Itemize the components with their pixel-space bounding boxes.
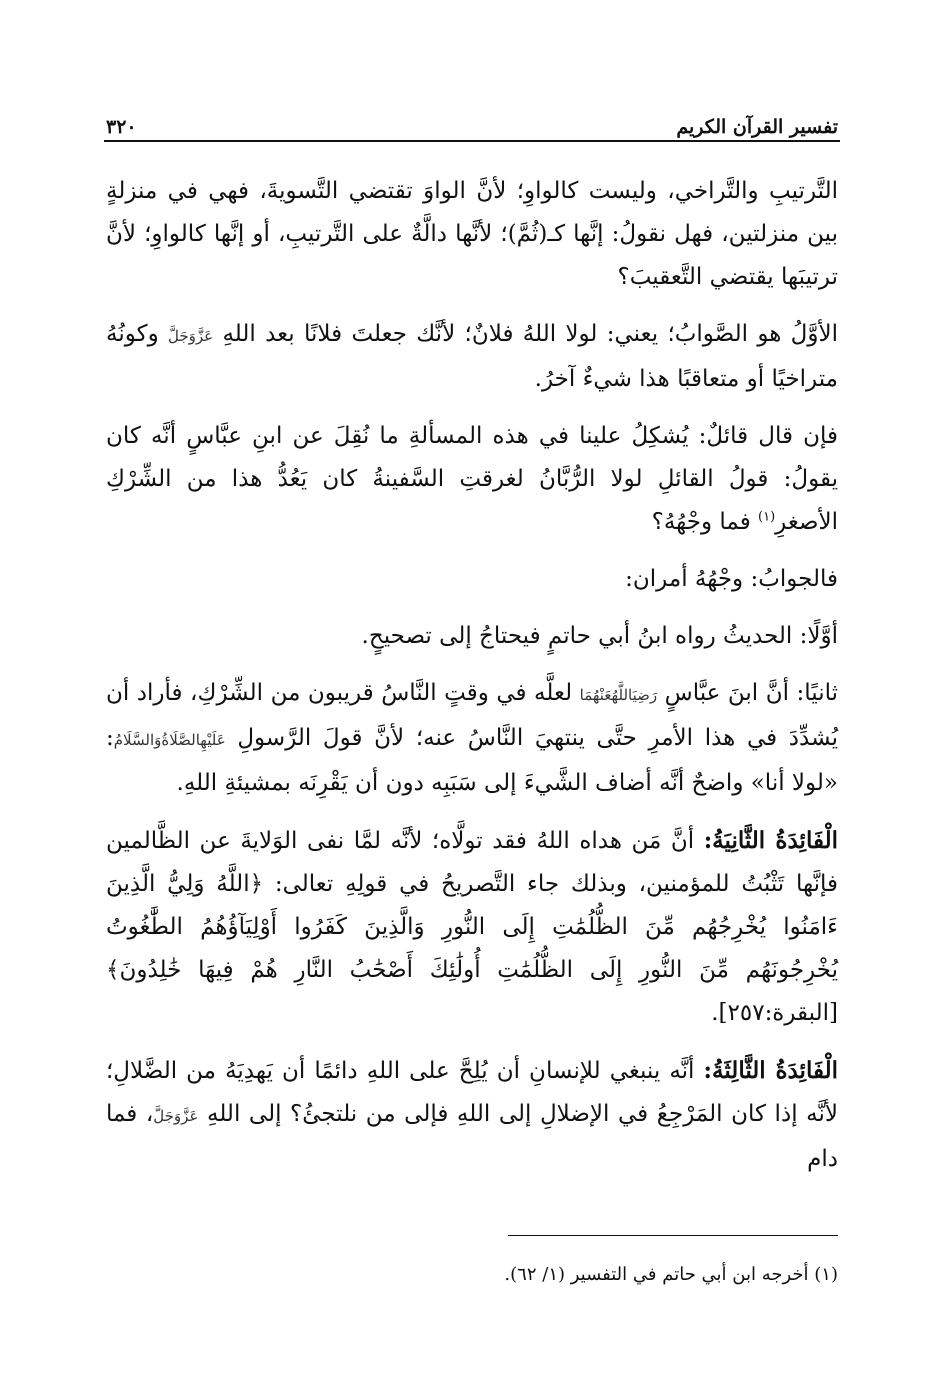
paragraph-6-text-c: : «لولا أنا» واضحٌ أنَّه أضاف الشَّيءَ إلى سَبَبِه دون أن يَقْرِنَه بمشيئةِ اللهِ. bbox=[106, 725, 838, 796]
paragraph-6-text-a: ثانيًا: أنَّ ابنَ عبَّاسٍ bbox=[664, 680, 839, 706]
paragraph-8 bbox=[106, 1049, 838, 1181]
page-header bbox=[106, 104, 838, 138]
section-lead: الْفَائِدَةُ الثَّانِيَةُ: bbox=[703, 827, 838, 854]
paragraph-4: فالجوابُ: وجْهُهُ أمران: bbox=[625, 566, 838, 592]
honorific-glyph: عَزَّوَجَلَّ bbox=[168, 327, 214, 345]
footnote-reference[interactable]: (١) bbox=[758, 509, 776, 525]
paragraph-7 bbox=[106, 819, 838, 1035]
paragraph-2 bbox=[106, 313, 838, 401]
page-number: ٣٢٠ bbox=[106, 116, 137, 138]
honorific-glyph: رَضِيَاللَّهُعَنْهُمَا bbox=[579, 686, 658, 704]
page-body bbox=[106, 170, 838, 1195]
paragraph-7-text-a: أنَّ مَن هداه اللهُ فقد تولَّاه؛ لأنَّه لمَّا نفى الوَلايةَ عن الظَّالمين فإنَّها تَثْبُتُ للمؤمنين، وبذلك جاء التَّصريحُ في قولِهِ تعالى: bbox=[106, 828, 839, 897]
paragraph-3-text-a: فإن قال قائلٌ: يُشكِلُ علينا في هذه المسألةِ ما نُقِلَ عن ابنِ عبَّاسٍ أنَّه كان يقولُ: قولُ القائلِ لولا الرُّبَّانُ لغرقتِ السَّفينةُ كان يَعُدُّ هذا من الشِّرْكِ الأصغرِ bbox=[106, 423, 838, 535]
quran-verse: ﴿اللَّهُ وَلِيُّ الَّذِينَ ءَامَنُوا يُخْرِجُهُم مِّنَ الظُّلُمَٰتِ إِلَى النُّورِ وَالَّذِينَ كَفَرُوا أَوْلِيَآؤُهُمُ الطَّٰغُوتُ يُخْرِجُونَهُم مِّنَ النُّورِ إِلَى الظُّلُمَٰتِ أُولَٰئِكَ أَصْحَٰبُ النَّارِ هُمْ فِيهَا خَٰلِدُونَ﴾ bbox=[106, 871, 838, 983]
paragraph-8-text-b: ، فما دام bbox=[106, 1101, 838, 1172]
footnote-rule bbox=[508, 1235, 838, 1236]
verse-reference: [البقرة:٢٥٧]. bbox=[711, 1000, 838, 1026]
paragraph-1: التَّرتيبِ والتَّراخي، وليست كالواوِ؛ لأنَّ الواوَ تقتضي التَّسويةَ، فهي في منزلةٍ بين منزلتين، فهل نقولُ: إنَّها كـ(ثُمَّ)؛ لأنَّها دالَّةٌ على التَّرتيبِ، أو إنَّها كالواوِ؛ لأنَّ ترتيبَها يقتضي التَّعقيبَ؟ bbox=[106, 178, 838, 290]
honorific-glyph: عَلَيْهِالصَّلَاةُوَالسَّلَامُ bbox=[113, 731, 226, 749]
paragraph-6-text-b: لعلَّه في وقتٍ النَّاسُ قريبون من الشِّرْكِ، فأراد أن يُشدِّدَ في هذا الأمرِ حتَّى ينتهيَ النَّاسُ عنه؛ لأنَّ قولَ الرَّسولِ bbox=[106, 680, 839, 751]
paragraph-5: أوَّلًا: الحديثُ رواه ابنُ أبي حاتمٍ فيحتاجُ إلى تصحيحٍ. bbox=[361, 623, 838, 649]
paragraph-3-text-b: فما وجْهُهُ؟ bbox=[651, 509, 751, 535]
honorific-glyph: عَزَّوَجَلَّ bbox=[153, 1107, 199, 1125]
paragraph-8-text-a: أنَّه ينبغي للإنسانِ أن يُلِحَّ على اللهِ دائمًا أن يَهدِيَهُ من الضَّلالِ؛ لأنَّه إذا كان المَرْجِعُ في الإضلالِ إلى اللهِ فإلى من نلتجئُ؟ إلى اللهِ bbox=[106, 1058, 838, 1127]
header-rule bbox=[104, 140, 840, 142]
paragraph-3 bbox=[106, 415, 838, 544]
section-lead: الْفَائِدَةُ الثَّالِثَةُ: bbox=[703, 1057, 839, 1084]
paragraph-2-text-a: الأوَّلُ هو الصَّوابُ؛ يعني: لولا اللهُ فلانٌ؛ لأنَّك جعلتَ فلانًا بعد اللهِ bbox=[222, 321, 839, 347]
paragraph-6 bbox=[106, 672, 838, 805]
footnote: (١) أخرجه ابن أبي حاتم في التفسير (١/ ٦٢). bbox=[504, 1264, 838, 1285]
paragraph-2-text-b: وكونُهُ متراخيًا أو متعاقبًا هذا شيءٌ آخرُ. bbox=[106, 321, 838, 392]
book-title: تفسير القرآن الكريم bbox=[676, 116, 838, 138]
